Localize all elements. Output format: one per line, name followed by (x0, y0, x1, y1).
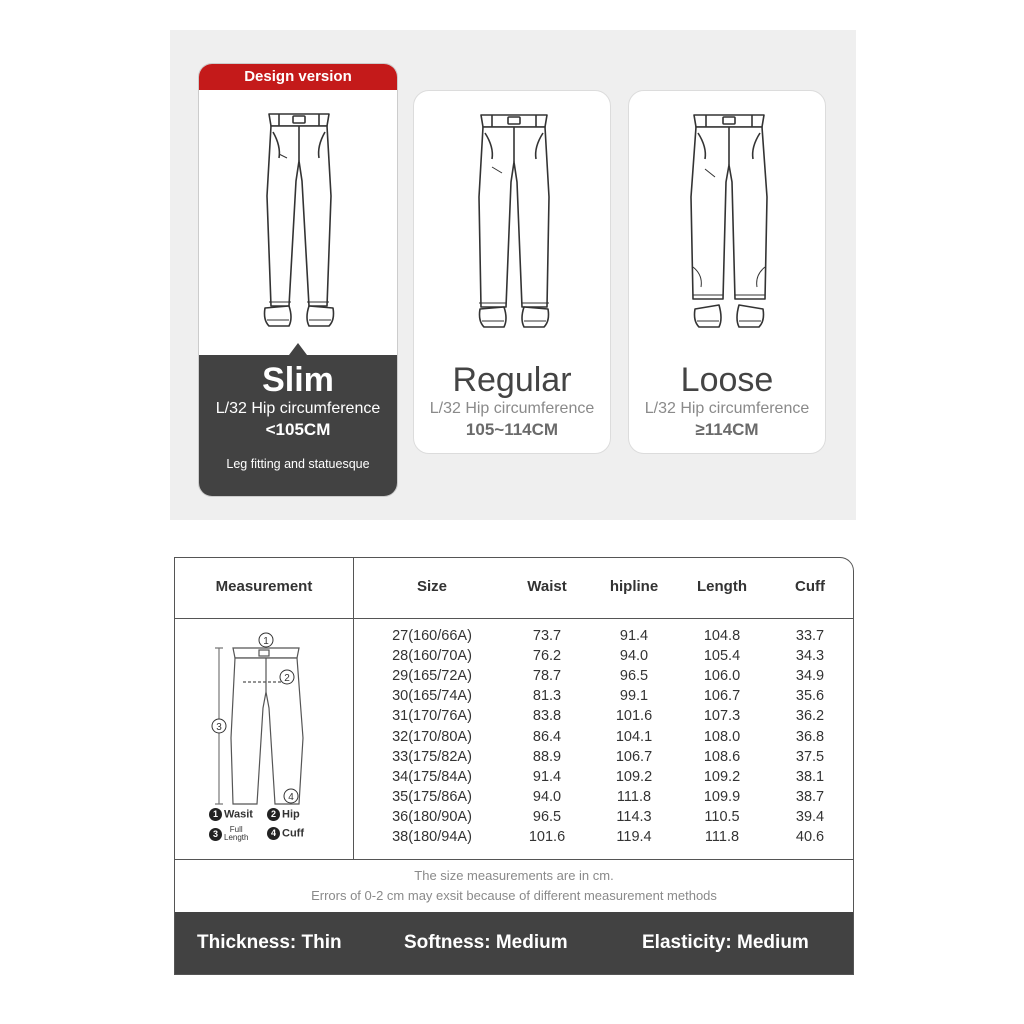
cell-size: 35(175/86A) (392, 788, 472, 805)
cell-waist: 83.8 (532, 708, 562, 725)
cell-size: 29(165/72A) (392, 668, 472, 685)
pants-slim-icon (249, 106, 349, 346)
header-waist: Waist (527, 578, 567, 595)
cell-waist: 88.9 (532, 748, 562, 765)
slim-notch (289, 343, 307, 355)
fit-card-regular (413, 90, 611, 454)
cell-cuff: 35.6 (795, 688, 825, 705)
cell-waist: 101.6 (528, 829, 566, 845)
cell-hipline: 111.8 (616, 788, 652, 805)
cell-hipline: 109.2 (615, 768, 653, 785)
cell-hipline: 99.1 (619, 688, 649, 705)
cell-hipline: 91.4 (619, 628, 649, 644)
legend-full-length (209, 826, 248, 842)
cell-length: 106.0 (703, 668, 741, 685)
note-line-2: Errors of 0-2 cm may exsit because of different measurement methods (311, 888, 717, 903)
size-table (174, 557, 854, 975)
legend-hip-label: Hip (282, 808, 300, 821)
attr-elasticity: Elasticity: Medium (642, 932, 809, 953)
legend-num-1: 1 (209, 808, 222, 821)
cell-length: 106.7 (703, 688, 741, 705)
column-divider (353, 558, 354, 859)
legend-hip (267, 808, 300, 821)
cell-length: 109.2 (703, 768, 741, 785)
cell-size: 28(160/70A) (392, 648, 472, 665)
fit-desc-slim: Leg fitting and statuesque (226, 457, 370, 471)
loose-info (629, 361, 825, 441)
cell-cuff: 38.1 (795, 768, 825, 785)
marker-2: 2 (284, 673, 290, 684)
header-cuff: Cuff (795, 578, 825, 595)
cell-length: 105.4 (703, 648, 741, 665)
cell-size: 31(170/76A) (392, 708, 472, 725)
note-line-1: The size measurements are in cm. (414, 868, 614, 883)
cell-length: 109.9 (703, 788, 741, 805)
cell-cuff: 38.7 (795, 788, 825, 805)
cell-hipline: 106.7 (615, 748, 653, 765)
cell-waist: 73.7 (532, 628, 562, 644)
marker-3: 3 (216, 722, 222, 733)
cell-hipline: 101.6 (615, 708, 653, 725)
measurement-note (175, 859, 853, 913)
fit-card-loose (628, 90, 826, 454)
legend-cuff (267, 827, 304, 840)
cell-size: 38(180/94A) (392, 829, 472, 845)
legend-full-label: Full (229, 825, 243, 834)
fit-name-slim: Slim (262, 361, 334, 399)
fit-range-regular: 105~114CM (465, 420, 559, 439)
cell-waist: 81.3 (532, 688, 562, 705)
legend-cuff-label: Cuff (282, 827, 304, 840)
attr-softness: Softness: Medium (404, 932, 568, 953)
legend-waist-label: Wasit (224, 808, 253, 821)
fit-card-slim (198, 63, 398, 497)
attr-thickness: Thickness: Thin (197, 932, 342, 953)
header-measurement: Measurement (215, 578, 313, 595)
size-table-header (175, 558, 853, 619)
cell-hipline: 104.1 (615, 728, 653, 745)
fit-sub-slim: L/32 Hip circumference (215, 400, 381, 417)
cell-size: 34(175/84A) (392, 768, 472, 785)
cell-hipline: 114.3 (616, 808, 652, 825)
cell-length: 107.3 (703, 708, 741, 725)
marker-4: 4 (288, 792, 294, 803)
cell-size: 36(180/90A) (392, 808, 472, 825)
cell-cuff: 34.9 (795, 668, 825, 685)
cell-size: 27(160/66A) (392, 628, 472, 644)
cell-length: 108.0 (703, 728, 741, 745)
fit-sub-loose: L/32 Hip circumference (644, 400, 810, 417)
header-size: Size (416, 578, 447, 595)
cell-cuff: 40.6 (795, 829, 825, 845)
cell-waist: 78.7 (532, 668, 562, 685)
header-hipline: hipline (609, 578, 659, 595)
cell-cuff: 36.2 (795, 708, 825, 725)
cell-cuff: 37.5 (795, 748, 825, 765)
fit-name-loose: Loose (680, 361, 774, 399)
cell-waist: 91.4 (532, 768, 562, 785)
cell-waist: 86.4 (532, 728, 562, 745)
cell-cuff: 39.4 (795, 808, 825, 825)
cell-length: 111.8 (704, 829, 740, 845)
cell-waist: 96.5 (532, 808, 562, 825)
pants-loose-icon (679, 107, 779, 347)
cell-length: 108.6 (703, 748, 741, 765)
cell-cuff: 33.7 (795, 628, 825, 644)
header-length: Length (697, 578, 747, 595)
legend-num-2: 2 (267, 808, 280, 821)
cell-hipline: 96.5 (619, 668, 649, 685)
legend-length-label: Length (224, 833, 249, 842)
cell-length: 104.8 (703, 628, 741, 644)
design-version-tab: Design version (199, 64, 397, 90)
fit-sub-regular: L/32 Hip circumference (429, 400, 595, 417)
fit-range-slim: <105CM (265, 420, 331, 439)
cell-size: 32(170/80A) (392, 728, 472, 745)
slim-info-box (199, 355, 397, 496)
fit-range-loose: ≥114CM (695, 420, 759, 439)
cell-cuff: 34.3 (795, 648, 825, 665)
cell-waist: 76.2 (532, 648, 562, 665)
cell-hipline: 94.0 (619, 648, 649, 665)
fabric-attribute-bar (175, 912, 853, 974)
fit-name-regular: Regular (452, 361, 572, 399)
legend-num-3: 3 (209, 828, 222, 841)
fit-panel (170, 30, 856, 520)
cell-waist: 94.0 (532, 788, 562, 805)
cell-length: 110.5 (704, 808, 740, 825)
cell-size: 33(175/82A) (392, 748, 472, 765)
pants-regular-icon (464, 107, 564, 347)
legend-waist (209, 808, 253, 821)
legend-num-4: 4 (267, 827, 280, 840)
cell-hipline: 119.4 (616, 829, 652, 845)
marker-1: 1 (263, 636, 269, 647)
regular-info (414, 361, 610, 441)
cell-cuff: 36.8 (795, 728, 825, 745)
cell-size: 30(165/74A) (392, 688, 472, 705)
